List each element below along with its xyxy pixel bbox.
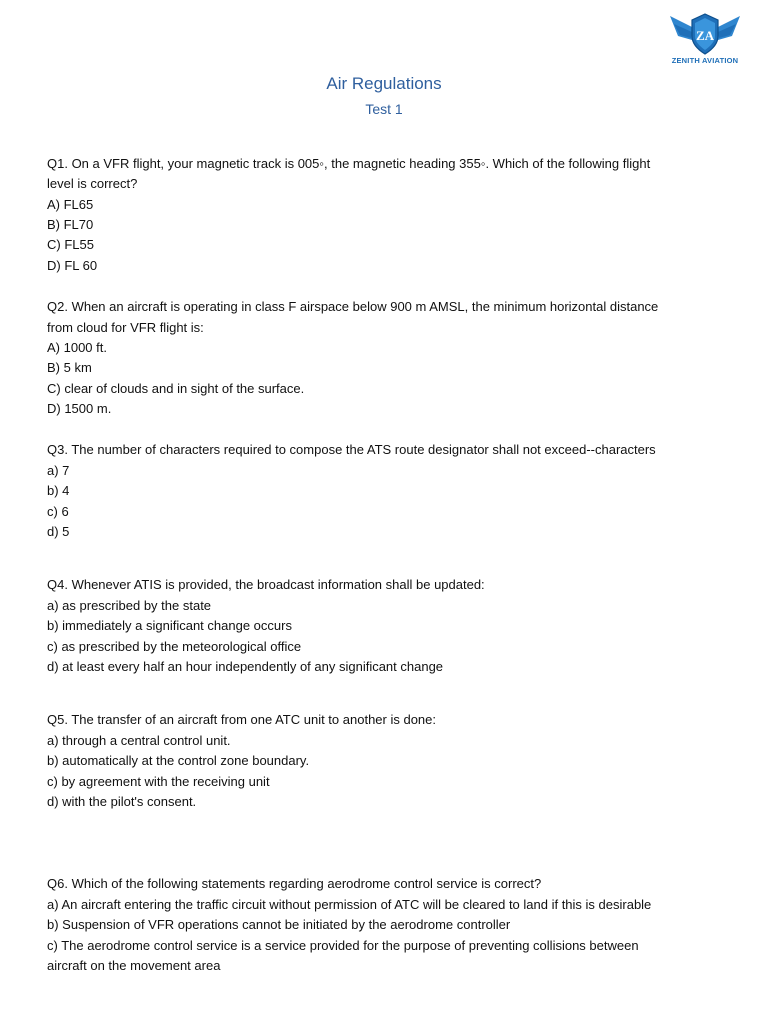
question-3-option-c: c) 6 (47, 504, 69, 519)
question-5-text: Q5. The transfer of an aircraft from one ATC unit to another is done: (47, 712, 436, 727)
question-4-option-c: c) as prescribed by the meteorological office (47, 639, 302, 654)
question-6-option-a: a) An aircraft entering the traffic circuit without permission of ATC will be cleared to land if this is desirable (47, 897, 652, 912)
question-2-text: Q2. When an aircraft is operating in class F airspace below 900 m AMSL, the minimum horizontal distance (47, 299, 659, 314)
question-1-option-a: A) FL65 (47, 197, 94, 212)
question-2-option-d: D) 1500 m. (47, 401, 112, 416)
question-5-option-b: b) automatically at the control zone boundary. (47, 753, 310, 768)
question-1-option-b: B) FL70 (47, 217, 94, 232)
question-4-option-b: b) immediately a significant change occurs (47, 618, 292, 633)
question-4-text: Q4. Whenever ATIS is provided, the broadcast information shall be updated: (47, 577, 485, 592)
question-3-option-b: b) 4 (47, 483, 70, 498)
svg-text:ZA: ZA (695, 28, 715, 43)
question-1-text: Q1. On a VFR flight, your magnetic track is 005◦, the magnetic heading 355◦. Which of the following flight (47, 156, 651, 171)
question-2-option-b: B) 5 km (47, 360, 92, 375)
brand-name: ZENITH AVIATION (671, 56, 739, 65)
question-5-option-c: c) by agreement with the receiving unit (47, 774, 270, 789)
question-6-option-c-continued: aircraft on the movement area (47, 958, 221, 973)
winged-emblem-icon (664, 10, 746, 58)
question-2-option-a: A) 1000 ft. (47, 340, 107, 355)
question-6-option-b: b) Suspension of VFR operations cannot be initiated by the aerodrome controller (47, 917, 511, 932)
question-3-option-a: a) 7 (47, 463, 70, 478)
question-6-text: Q6. Which of the following statements regarding aerodrome control service is correct? (47, 876, 542, 891)
question-1-text-continued: level is correct? (47, 176, 138, 191)
zenith-aviation-logo (664, 10, 746, 70)
question-2-option-c: C) clear of clouds and in sight of the surface. (47, 381, 305, 396)
question-5-option-a: a) through a central control unit. (47, 733, 231, 748)
question-4-option-d: d) at least every half an hour independently of any significant change (47, 659, 444, 674)
question-6-option-c: c) The aerodrome control service is a service provided for the purpose of preventing collisions between (47, 938, 639, 953)
question-4-option-a: a) as prescribed by the state (47, 598, 212, 613)
question-3-text: Q3. The number of characters required to compose the ATS route designator shall not exceed--characters (47, 442, 656, 457)
question-3-option-d: d) 5 (47, 524, 70, 539)
document-subtitle: Test 1 (365, 101, 403, 117)
document-title: Air Regulations (326, 74, 442, 93)
question-1-option-c: C) FL55 (47, 237, 94, 252)
question-2-text-continued: from cloud for VFR flight is: (47, 320, 204, 335)
question-5-option-d: d) with the pilot's consent. (47, 794, 197, 809)
question-1-option-d: D) FL 60 (47, 258, 98, 273)
